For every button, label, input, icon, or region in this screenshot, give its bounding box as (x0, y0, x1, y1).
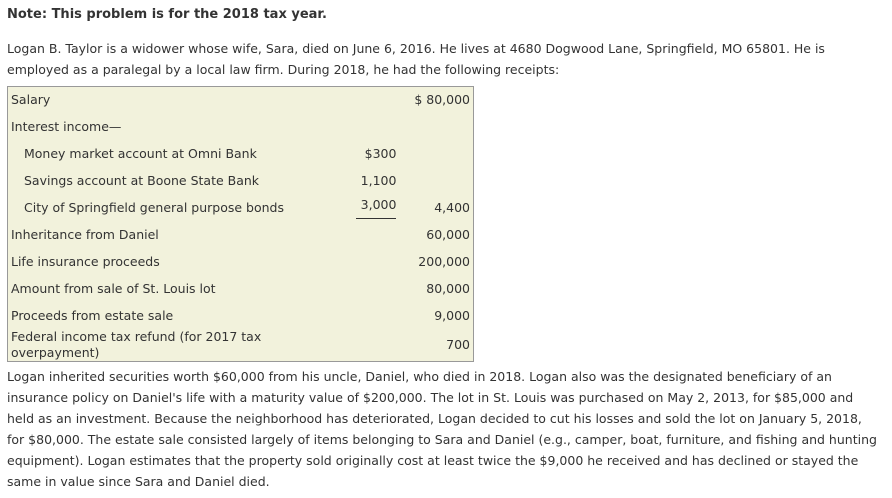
receipt-total: 80,000 (426, 280, 470, 296)
receipt-label: Interest income— (11, 118, 122, 134)
tax-year-note: Note: This problem is for the 2018 tax year. (7, 7, 327, 22)
receipt-label: Salary (11, 92, 51, 107)
receipt-label: Inheritance from Daniel (11, 226, 159, 242)
receipts-table (7, 86, 474, 362)
table-row (8, 140, 474, 167)
receipt-label: City of Springfield general purpose bonds (24, 199, 284, 215)
receipt-label: Savings account at Boone State Bank (24, 172, 260, 188)
table-row (8, 167, 474, 194)
receipt-total: 4,400 (434, 199, 470, 215)
receipt-subamount: 3,000 (356, 197, 396, 219)
receipt-subamount: 1,100 (360, 172, 397, 188)
problem-page (7, 0, 887, 492)
table-row (8, 113, 474, 140)
receipt-label: Money market account at Omni Bank (24, 145, 257, 161)
receipt-label: Federal income tax refund (for 2017 tax overpayment) (11, 329, 262, 360)
table-row (8, 302, 474, 329)
table-row (8, 194, 474, 221)
intro-paragraph: Logan B. Taylor is a widower whose wife, Sara, died on June 6, 2016. He lives at 4680 Dogwood Lane, Springfield, MO 65801. He is employed as a paralegal by a local law firm. During 2018, he had the following receipts: (7, 41, 825, 77)
receipt-total: 60,000 (426, 226, 470, 242)
table-row (8, 87, 474, 114)
table-row (8, 275, 474, 302)
receipt-total: 700 (446, 337, 470, 352)
receipt-label: Life insurance proceeds (11, 253, 160, 269)
closing-paragraph: Logan inherited securities worth $60,000 from his uncle, Daniel, who died in 2018. Logan also was the designated beneficiary of an insurance policy on Daniel's life with a maturity value of $200,000. The lot in St. Louis was purchased on May 2, 2013, for $85,000 and held as an investment. Because the neighborhood has deteriorated, Logan decided to cut his losses and sold the lot on January 5, 2018, for $80,000. The estate sale consisted largely of items belonging to Sara and Daniel (e.g., camper, boat, furniture, and fishing and hunting equipment). Logan estimates that the property sold originally cost at least twice the $9,000 he received and has declined or stayed the same in value since Sara and Daniel died. (7, 369, 877, 489)
receipt-total: 200,000 (418, 253, 470, 269)
table-row (8, 221, 474, 248)
receipt-total: 9,000 (434, 307, 470, 323)
table-row (8, 248, 474, 275)
receipt-total: $ 80,000 (414, 92, 470, 107)
receipt-label: Proceeds from estate sale (11, 307, 174, 323)
receipt-label: Amount from sale of St. Louis lot (11, 280, 216, 296)
table-row (8, 329, 474, 362)
receipt-subamount: $300 (364, 145, 397, 161)
